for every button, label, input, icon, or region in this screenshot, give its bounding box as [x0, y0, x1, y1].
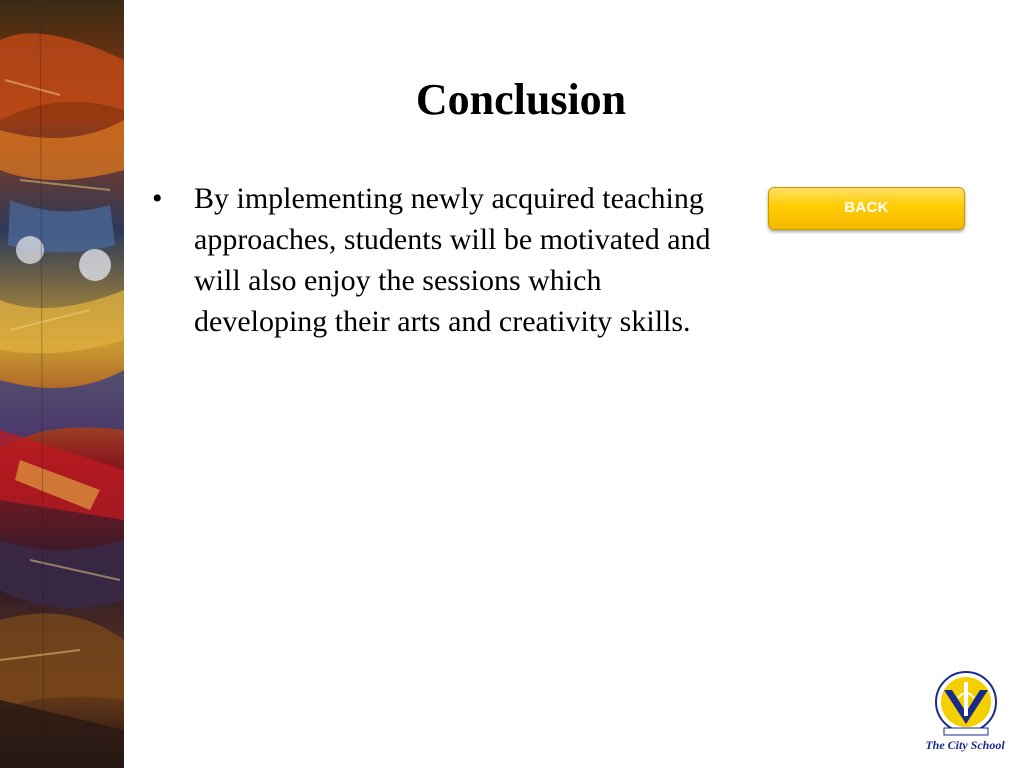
bullet-marker: •: [152, 182, 163, 215]
back-button-label: BACK: [844, 199, 889, 216]
school-name: The City School: [925, 738, 1005, 752]
bullet-item: [152, 178, 722, 342]
back-button[interactable]: [768, 187, 965, 230]
school-crest-icon: [918, 668, 1014, 738]
bullet-text: By implementing newly acquired teaching approaches, students will be motivated and will also enjoy the sessions which developing their arts and creativity skills.: [194, 182, 711, 338]
slide-title: Conclusion: [415, 75, 627, 124]
bullet-list: [152, 178, 722, 342]
painting-strip: [0, 0, 124, 768]
